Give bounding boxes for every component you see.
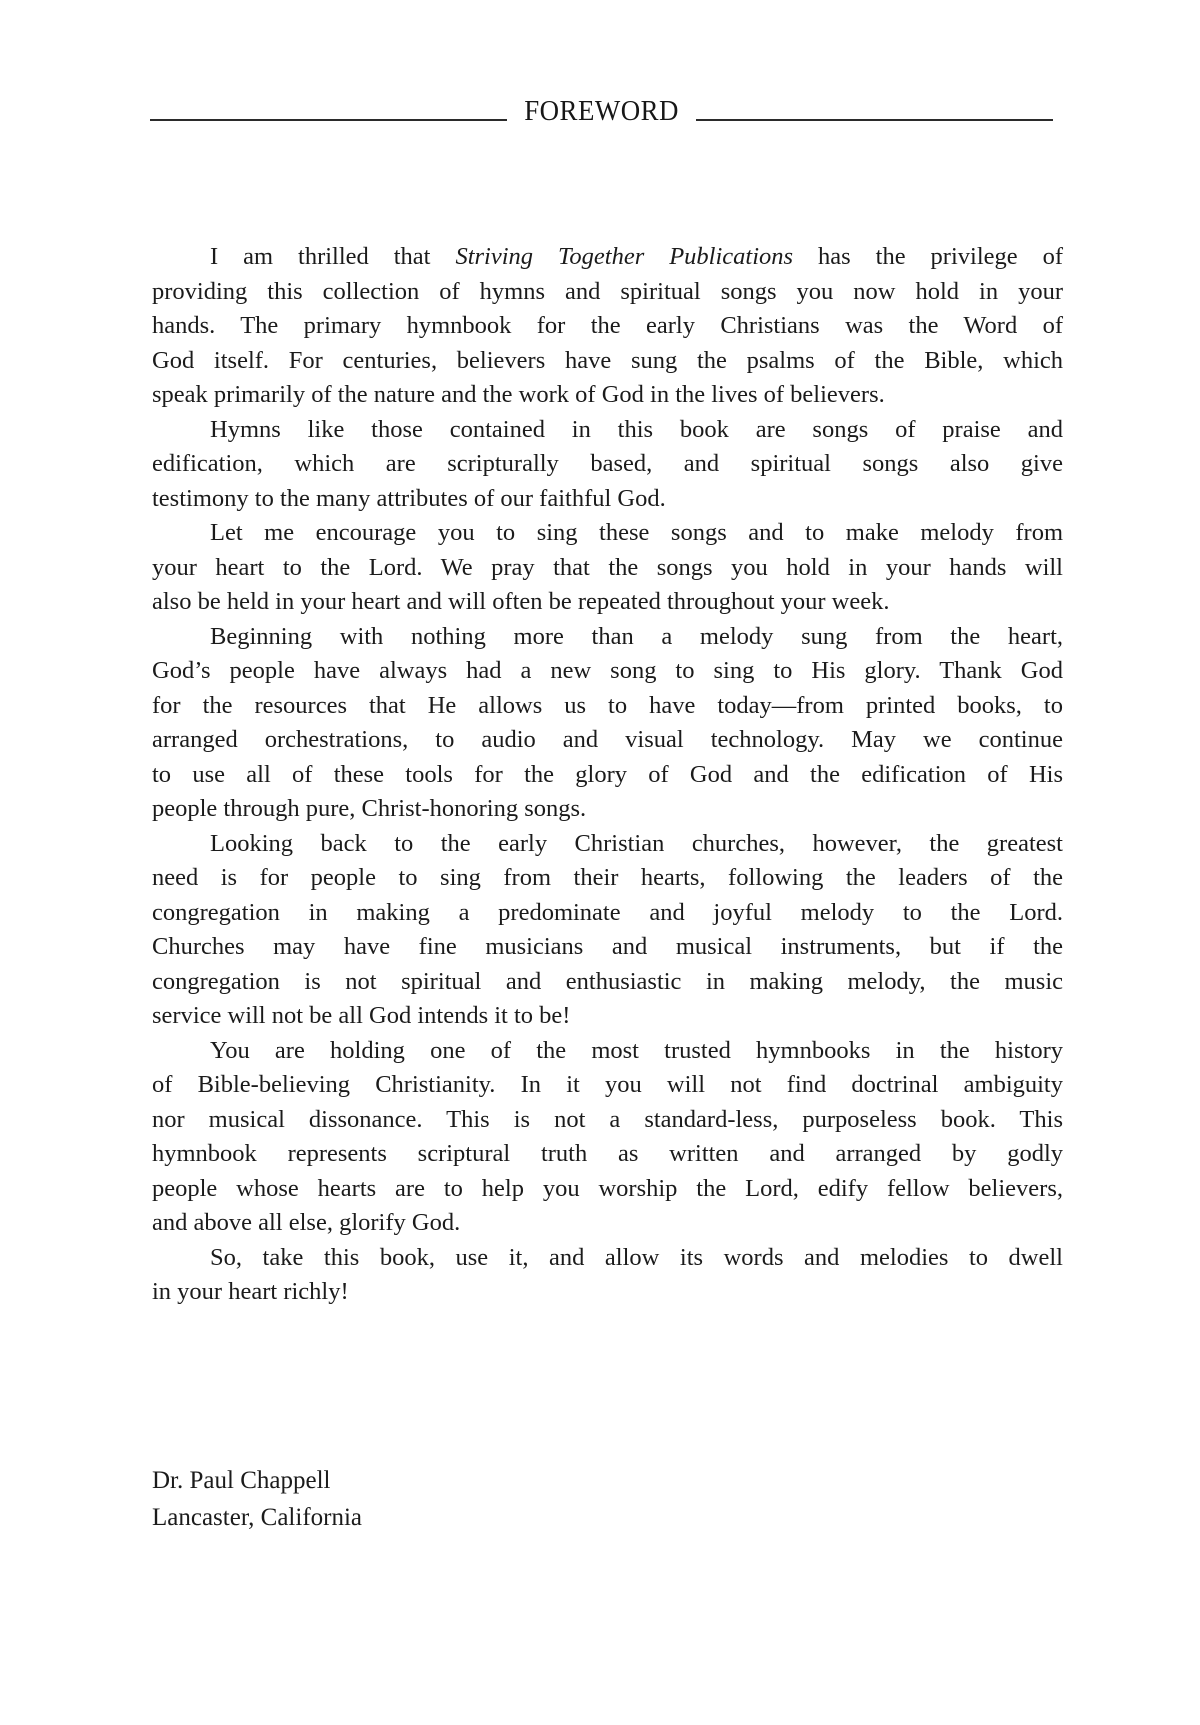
- paragraph: [152, 516, 1063, 620]
- text-line: nor musical dissonance. This is not a standard-less, purposeless book. This: [152, 1105, 1063, 1133]
- text-line: God itself. For centuries, believers have sung the psalms of the Bible, which: [152, 346, 1063, 374]
- paragraph: [152, 620, 1063, 827]
- paragraph: [152, 1034, 1063, 1241]
- header-rule-right: [696, 119, 1053, 121]
- text-line: to use all of these tools for the glory of God and the edification of His: [152, 760, 1063, 788]
- signature-block: [152, 1462, 362, 1536]
- text-line: hands. The primary hymnbook for the early Christians was the Word of: [152, 312, 1063, 339]
- text-line: congregation in making a predominate and joyful melody to the Lord.: [152, 898, 1063, 926]
- text-line: of Bible-believing Christianity. In it you will not find doctrinal ambiguity: [152, 1071, 1063, 1098]
- signature-name: Dr. Paul Chappell: [152, 1467, 331, 1494]
- text-line: You are holding one of the most trusted hymnbooks in the history: [210, 1036, 1063, 1064]
- text-segment: has the privilege of: [793, 243, 1064, 270]
- text-line: for the resources that He allows us to have today—from printed books, to: [152, 691, 1063, 719]
- text-line: congregation is not spiritual and enthusiastic in making melody, the music: [152, 967, 1063, 995]
- text-line: God’s people have always had a new song to sing to His glory. Thank God: [152, 657, 1063, 684]
- text-line: need is for people to sing from their hearts, following the leaders of the: [152, 864, 1063, 891]
- signature-location: Lancaster, California: [152, 1504, 363, 1531]
- text-line: and above all else, glorify God.: [152, 1209, 461, 1236]
- text-line: your heart to the Lord. We pray that the songs you hold in your hands will: [152, 553, 1063, 581]
- foreword-body: [152, 240, 1063, 1310]
- text-line: Hymns like those contained in this book are songs of praise and: [210, 415, 1063, 443]
- text-line: [152, 240, 1063, 275]
- text-line: So, take this book, use it, and allow its words and melodies to dwell: [210, 1243, 1063, 1271]
- page-heading: FOREWORD: [524, 96, 679, 127]
- text-line: edification, which are scripturally based, and spiritual songs also give: [152, 450, 1063, 477]
- text-line: Churches may have fine musicians and musical instruments, but if the: [152, 933, 1063, 960]
- text-line: Looking back to the early Christian churches, however, the greatest: [210, 829, 1063, 857]
- text-line: arranged orchestrations, to audio and visual technology. May we continue: [152, 726, 1063, 753]
- text-line: providing this collection of hymns and spiritual songs you now hold in your: [152, 277, 1063, 305]
- italic-phrase: Striving Together Publications: [455, 243, 794, 270]
- text-line: testimony to the many attributes of our faithful God.: [152, 484, 666, 512]
- text-line: speak primarily of the nature and the work of God in the lives of believers.: [152, 381, 885, 408]
- text-line: people through pure, Christ-honoring songs.: [152, 795, 587, 822]
- text-line: service will not be all God intends it to be!: [152, 1002, 571, 1029]
- text-line: Let me encourage you to sing these songs and to make melody from: [210, 519, 1063, 546]
- text-line: hymnbook represents scriptural truth as written and arranged by godly: [152, 1140, 1063, 1167]
- page-header: [150, 98, 1053, 126]
- paragraph: [152, 413, 1063, 517]
- header-rule-left: [150, 119, 507, 121]
- text-line: also be held in your heart and will often be repeated throughout your week.: [152, 588, 890, 615]
- paragraph: [152, 827, 1063, 1034]
- paragraph: [152, 240, 1063, 413]
- paragraph: [152, 1241, 1063, 1310]
- text-line: people whose hearts are to help you worship the Lord, edify fellow believers,: [152, 1174, 1063, 1202]
- text-line: in your heart richly!: [152, 1278, 349, 1305]
- text-segment: I am thrilled that: [210, 243, 456, 270]
- text-line: Beginning with nothing more than a melody sung from the heart,: [210, 622, 1063, 650]
